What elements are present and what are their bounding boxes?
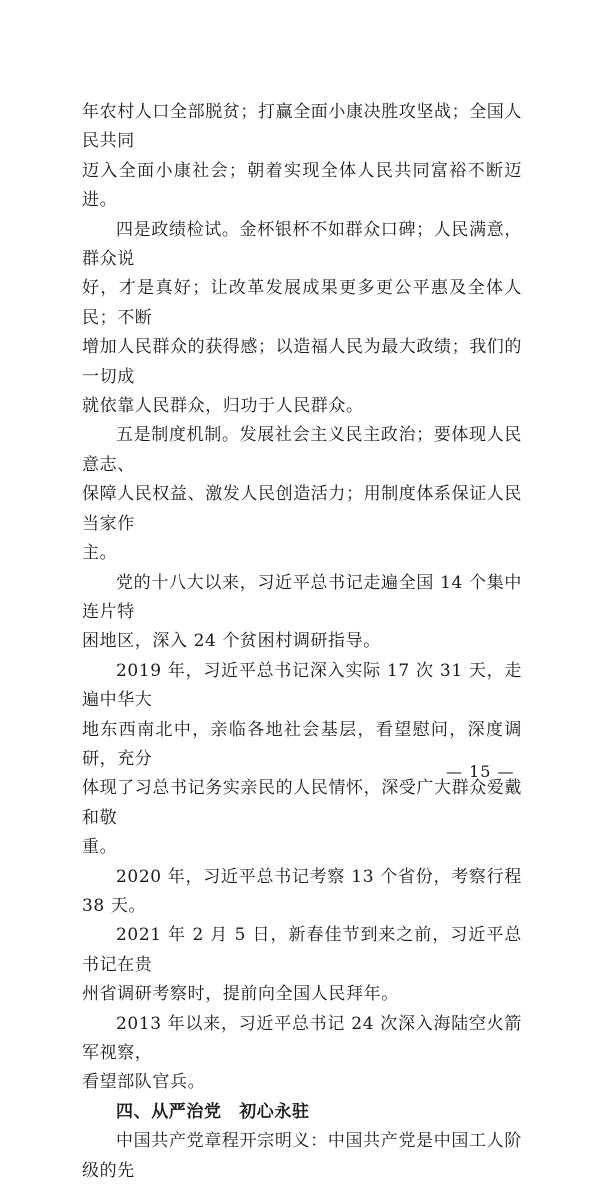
paragraph-1: 年农村人口全部脱贫；打赢全面小康决胜攻坚战；全国人民共同 迈入全面小康社会；朝着实现全体人民共同富裕不断迈进。 xyxy=(82,102,522,211)
page-number: — 15 — xyxy=(446,762,515,781)
section-heading: 四、从严治党 初心永驻 xyxy=(116,1101,310,1122)
paragraph-6: 2020 年，习近平总书记考察 13 个省份，考察行程 38 天。 xyxy=(82,866,522,916)
paragraph-3: 五是制度机制。发展社会主义民主政治；要体现人民意志、 保障人民权益、激发人民创造活力；用制度体系保证人民当家作 主。 xyxy=(82,425,522,564)
paragraph-2: 四是政绩检试。金杯银杯不如群众口碑；人民满意，群众说 好，才是真好；让改革发展成果更多更公平惠及全体人民；不断 增加人民群众的获得感；以造福人民为最大政绩；我们的一切成 就依靠人民群众，归功于人民群众。 xyxy=(82,219,522,417)
paragraph-7: 2021 年 2 月 5 日，新春佳节到来之前，习近平总书记在贵 州省调研考察时，提前向全国人民拜年。 xyxy=(82,925,522,1005)
body-text xyxy=(82,98,522,1186)
paragraph-8: 2013 年以来，习近平总书记 24 次深入海陆空火箭军视察， 看望部队官兵。 xyxy=(82,1013,522,1093)
paragraph-5: 2019 年，习近平总书记深入实际 17 次 31 天，走遍中华大 地东西南北中，亲临各地社会基层，看望慰问，深度调研，充分 体现了习总书记务实亲民的人民情怀，深受广大群众爱戴和敬 重。 xyxy=(82,660,522,858)
paragraph-4: 党的十八大以来，习近平总书记走遍全国 14 个集中连片特 困地区，深入 24 个贫困村调研指导。 xyxy=(82,572,522,652)
paragraph-9: 中国共产党章程开宗明义：中国共产党是中国工人阶级的先 xyxy=(82,1131,522,1181)
